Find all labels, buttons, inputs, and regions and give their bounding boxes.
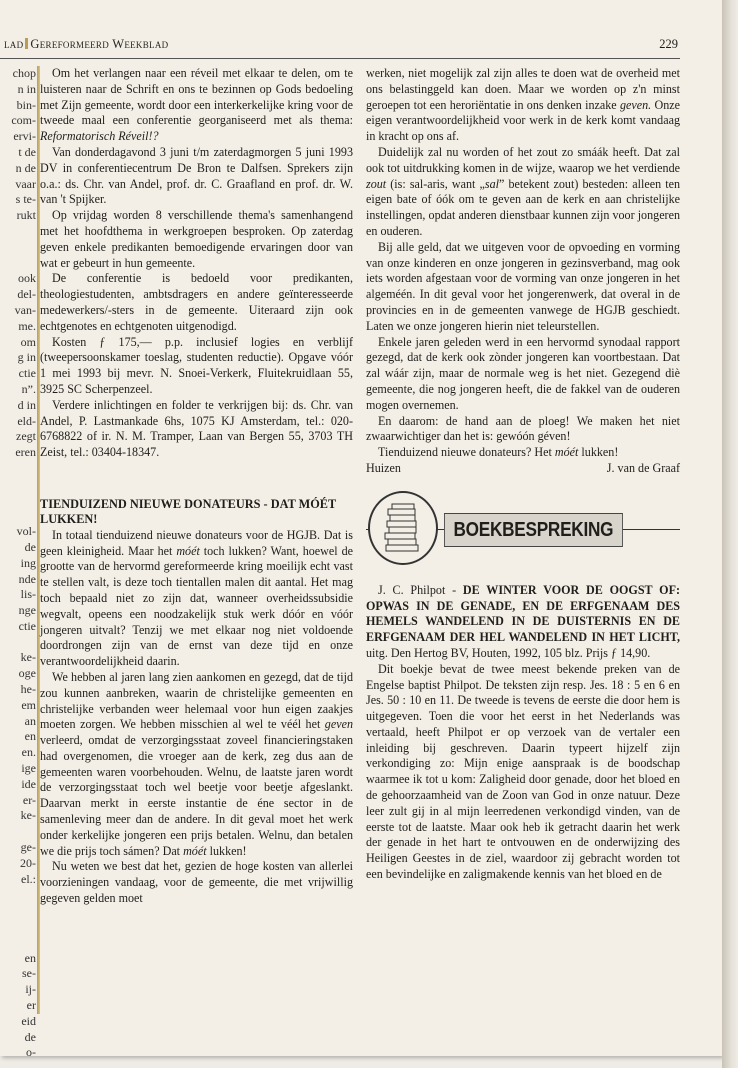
article-heading: TIENDUIZEND NIEUWE DONATEURS - DAT MÓÉT LUKKEN! xyxy=(40,496,336,527)
previous-page-margin xyxy=(0,66,36,1056)
margin-fragment: eld- xyxy=(17,413,36,428)
margin-fragment xyxy=(0,635,36,651)
margin-fragment: o- xyxy=(26,1045,36,1056)
margin-fragment: d in xyxy=(17,397,36,412)
signature-line xyxy=(366,461,680,477)
paragraph: Van donderdagavond 3 juni t/m zaterdagmorgen 5 juni 1993 DV in conferentiecentrum De Bron te Dalfsen. Sprekers zijn o.a.: ds. Chr. van Andel, prof. dr. C. Graafland en prof. dr. W. van 't Spijker. xyxy=(40,144,353,207)
running-header xyxy=(0,37,722,57)
margin-fragment xyxy=(0,461,36,477)
margin-fragment: he- xyxy=(20,682,36,697)
margin-fragment: lis- xyxy=(20,587,36,602)
margin-fragment xyxy=(0,477,36,493)
margin-fragment: ide xyxy=(21,776,36,791)
margin-fragment xyxy=(0,887,36,903)
margin-fragment: me. xyxy=(18,318,36,333)
paragraph: We hebben al jaren lang zien aankomen en gezegd, dat de tijd zou kunnen aanbreken, waarin de christelijke gemeenten en christelijke verbanden weer helemaal voor hun eigen zaakjes moeten zorgen. We hebben misschien al wel te véél het geven verleerd, omdat de verzorgingsstaat zoveel financieringstaken had overgenomen, die vroeger aan de kerk, zeg dus aan de gemeenten waren voorbehouden. Welnu, de laatste jaren wordt de verzorgingsstaat toch wel beetje voor beetje afgeslankt. Daarvan merkt in eerste instantie de éne sector in de samenleving meer dan de andere. In dit geval moet het werk onder kerkelijke jongeren een prijs betalen. Welnu, dan betalen we die prijs toch sámen? Dat móét lukken! xyxy=(40,669,353,858)
signature-author: J. van de Graaf xyxy=(606,460,680,475)
section-title: BOEKBESPREKING xyxy=(444,513,623,547)
margin-fragment: g in xyxy=(17,350,36,365)
margin-fragment: de xyxy=(24,539,36,554)
margin-fragment: chop xyxy=(12,66,36,80)
margin-fragment: n in xyxy=(17,81,36,96)
margin-fragment: ctie xyxy=(18,618,36,633)
paragraph: Duidelijk zal nu worden of het zout zo smáák heeft. Dat zal ook tot uitdrukking komen in de wijze, waarop we het verdiende zout (is: sal-aris, want „sal” betekent zout) besteden: alleen ten eigen bate of óók om te geven aan de kerk en aan christelijke instellingen, opdat anderen dienstbaar kunnen zijn voor jongeren en ouderen. xyxy=(366,144,680,238)
margin-fragment xyxy=(0,493,36,509)
margin-fragment: nge xyxy=(18,603,36,618)
paragraph: Dit boekje bevat de twee meest bekende preken van de Engelse baptist Philpot. De teksten zijn resp. Jes. 18 : 5 en 6 en Jes. 50 : 10 en 11. De tweede is tevens de eerste die door hem is uitgegeven. Toen die voor het eerst in het Nederlands was vertaald, heeft Philpot er op verzoek van de vertaler een inleiding bij geschreven. Daarin typeert hijzelf zijn verkondiging zo: Mijn enige aanspraak is de boodschap waarmee ik tot u kom: Zaligheid door genade, door het bloed en de gehoorzaamheid van de Zoon van God in onze natuur. Deze leer zult gij in al mijn leerredenen verkondigd vinden, van de eerste tot de laatste. Maar ook heb ik getracht daarin het werk der genade in het hart te ontvouwen en de onderwijzing des Heiligen Geestes in de ziel, waardoor zij gebracht worden tot een bevindelijke en zaligmakende kennis van het bloed en de xyxy=(366,661,680,882)
paragraph: Kosten ƒ 175,— p.p. inclusief logies en verblijf (tweepersoonskamer toeslag, studenten reductie). Opgave vóór 1 mei 1993 bij mevr. N. Snoei-Verkerk, Fluitekruidlaan 55, 3925 SC Scherpenzeel. xyxy=(40,334,353,396)
paragraph: Op vrijdag worden 8 verschillende thema's samenhangend met het hoofdthema in werkgroepen besproken. Op zaterdag geven enkele predikanten bemoedigende ervaringen door van wat er gebeurt in hun gemeente. xyxy=(40,208,353,270)
margin-fragment: nde xyxy=(18,571,36,586)
margin-fragment: eren xyxy=(15,445,36,460)
paragraph: In totaal tienduizend nieuwe donateurs voor de HGJB. Dat is geen kleinigheid. Maar het móét toch lukken? Want, hoewel de grootte van de hervormd gereformeerde kring moeilijk echt vast te stellen valt, is deze toch tientallen malen dit aantal. Het mag toch bepaald niet zo zijn dat, wanneer overheidssubsidie wegvalt, opeens een noodzakelijk stuk werk dóór en vóór jongeren uitvalt? Tenzij we met elkaar nog niet voldoende doordrongen zijn van de ernst van deze tijd en onze verantwoordelijkheid daarin. xyxy=(40,527,353,669)
margin-fragment xyxy=(0,935,36,951)
signature-place: Huizen xyxy=(366,460,401,475)
margin-fragment: del- xyxy=(17,287,36,302)
margin-fragment: n”. xyxy=(21,381,36,396)
margin-fragment xyxy=(0,240,36,256)
book-stack-icon xyxy=(368,491,438,565)
margin-fragment: ook xyxy=(18,271,36,286)
paragraph: Om het verlangen naar een réveil met elkaar te delen, om te luisteren naar de Schrift en ons te bezinnen op Gods bedoeling met Zijn gemeente, wordt door een interkerkelijke kring voor de tweede maal een conferentie georganiseerd met als thema: Reformatorisch Réveil!? xyxy=(40,66,353,144)
paragraph: werken, niet mogelijk zal zijn alles te doen wat de overheid met ons belastinggeld kan doen. Maar we worden op z'n minst geroepen tot een heroriëntatie in ons denken inzake geven. Onze eigen verantwoordelijkheid voor werk in de kerk komt vandaag in kracht op ons af. xyxy=(366,66,680,144)
margin-fragment: n de xyxy=(15,160,36,175)
header-rule xyxy=(0,58,680,59)
left-column xyxy=(40,66,353,907)
margin-fragment: bin- xyxy=(16,97,36,112)
margin-fragment: ge- xyxy=(20,840,36,855)
publication-name: lad Gereformeerd Weekblad xyxy=(4,37,169,51)
margin-fragment: ing xyxy=(20,555,36,570)
paragraph: Bij alle geld, dat we uitgeven voor de opvoeding en vorming van onze kinderen en onze jongeren in gezinsverband, mag ook iets worden afgestaan voor de vorming van onze jongeren in het algeméén. In dit geval voor het jongerenwerk, dat overal in de provincies en in de gemeenten vanwege de HGJB geschiedt. Laten we onze jongeren hierin niet teleurstellen. xyxy=(366,239,680,333)
margin-fragment: ige xyxy=(21,761,36,776)
paragraph: Enkele jaren geleden werd in een hervormd synodaal rapport gezegd, dat de kerk ook zònder jongeren kan voortbestaan. Dat zal wáár zijn, maar de normale weg is het niet. Gezegend diè gemeente, die nog jongeren heeft, die de fakkel van de ouderen mogen overnemen. xyxy=(366,334,680,412)
margin-fragment: 20- xyxy=(20,855,36,870)
margin-fragment: van- xyxy=(14,302,36,317)
margin-fragment: en xyxy=(24,950,36,965)
book-citation: J. C. Philpot - DE WINTER VOOR DE OOGST OF: OPWAS IN DE GENADE, EN DE ERFGENAAM DES HEMELS WANDELEND IN DE DUISTERNIS EN DE ERFGENAAM DER HEL WANDELEND IN HET LICHT, uitg. Den Hertog BV, Houten, 1992, 105 blz. Prijs ƒ 14,90. xyxy=(366,582,681,660)
margin-fragment: el.: xyxy=(21,871,36,886)
right-column xyxy=(366,66,680,883)
margin-fragment: em xyxy=(21,697,36,712)
page-number: 229 xyxy=(659,37,678,51)
paragraph: Tienduizend nieuwe donateurs? Het móét lukken! xyxy=(378,445,619,460)
margin-fragment: com- xyxy=(11,113,36,128)
margin-fragment: ij- xyxy=(25,982,36,997)
margin-fragment xyxy=(0,824,36,840)
margin-fragment xyxy=(0,224,36,240)
margin-fragment: vol- xyxy=(16,524,36,539)
margin-fragment: zegt xyxy=(16,429,36,444)
margin-fragment: an xyxy=(24,713,36,728)
margin-fragment: er xyxy=(26,998,36,1013)
margin-fragment xyxy=(0,903,36,919)
margin-fragment: en xyxy=(24,729,36,744)
margin-fragment: de xyxy=(24,1029,36,1044)
margin-fragment: ke- xyxy=(20,650,36,665)
margin-fragment: se- xyxy=(22,966,36,981)
margin-fragment: vaar xyxy=(15,176,36,191)
margin-fragment xyxy=(0,256,36,272)
margin-fragment: ervi- xyxy=(13,129,36,144)
paragraph: Nu weten we best dat het, gezien de hoge kosten van allerlei voorzieningen vandaag, voor de gemeente, die met vrijwillig gegeven gelden moet xyxy=(40,859,353,906)
margin-fragment: om xyxy=(20,334,36,349)
margin-fragment: er- xyxy=(22,792,36,807)
boekbespreking-banner xyxy=(366,491,680,569)
page-edge xyxy=(722,0,738,1068)
margin-fragment: ke- xyxy=(20,808,36,823)
paragraph: Verdere inlichtingen en folder te verkrijgen bij: ds. Chr. van Andel, P. Lastmankade 6hs, 1075 KJ Amsterdam, tel.: 020-6768822 of ir. N. M. Tramper, Laan van Bergen 55, 3703 TH Zeist, tel.: 03404-18347. xyxy=(40,397,353,460)
paragraph: De conferentie is bedoeld voor predikanten, theologiestudenten, ambtsdragers en andere geïnteresseerde medewerkers/-sters in de gemeente. Uiteraard zijn ook echtgenotes en echtgenoten uitgenodigd. xyxy=(40,271,353,333)
margin-fragment: en. xyxy=(21,745,36,760)
paragraph: En daarom: de hand aan de ploeg! We maken het niet zwaarwichtiger dan het is: gewóón géven! xyxy=(366,413,680,444)
margin-fragment xyxy=(0,919,36,935)
margin-fragment xyxy=(0,508,36,524)
margin-fragment: eid xyxy=(21,1013,36,1028)
margin-fragment: ctie xyxy=(18,366,36,381)
margin-fragment: s te- xyxy=(15,192,36,207)
margin-fragment: t de xyxy=(18,144,36,159)
margin-fragment: rukt xyxy=(16,208,36,223)
margin-fragment: oge xyxy=(18,666,36,681)
